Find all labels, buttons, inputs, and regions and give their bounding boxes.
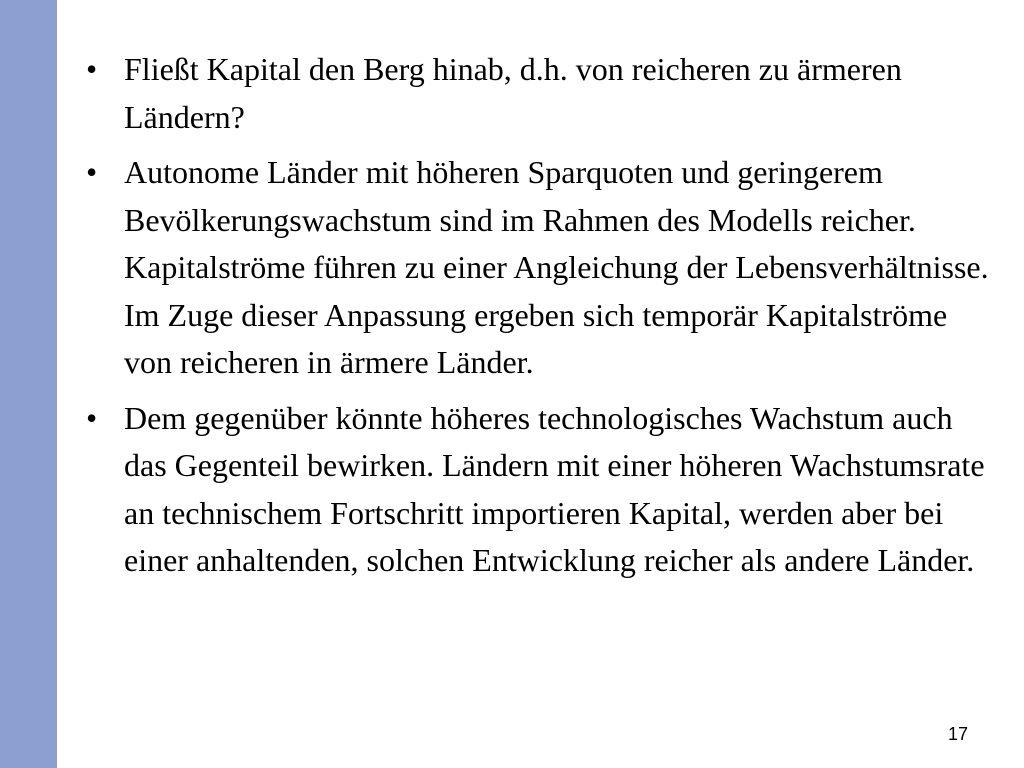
bullet-item [82, 395, 1002, 585]
bullet-list [82, 46, 1002, 593]
bullet-text: Dem gegenüber könnte höheres technologisches Wachstum auch das Gegenteil bewirken. Ländern mit einer höheren Wachstumsrate an technischem Fortschritt importieren Kapital, werden aber bei einer anhaltenden, solchen Entwicklung reicher als andere Länder. [124, 399, 985, 578]
bullet-dot-icon: • [86, 154, 98, 190]
bullet-dot-icon: • [86, 399, 98, 436]
bullet-text: Fließt Kapital den Berg hinab, d.h. von reicheren zu ärmeren Ländern? [124, 51, 902, 135]
bullet-item [82, 46, 1002, 141]
left-accent-bar [0, 0, 57, 768]
page-number: 17 [947, 724, 968, 744]
bullet-dot-icon: • [86, 51, 98, 87]
bullet-item [82, 149, 1002, 387]
bullet-text: Autonome Länder mit höheren Sparquoten und geringerem Bevölkerungswachstum sind im Rahmen des Modells reicher. Kapitalströme führen zu einer Angleichung der Lebensverhältnisse. Im Zuge dieser Anpassung ergeben sich temporär Kapitalströme von reicheren in ärmere Länder. [124, 154, 989, 380]
